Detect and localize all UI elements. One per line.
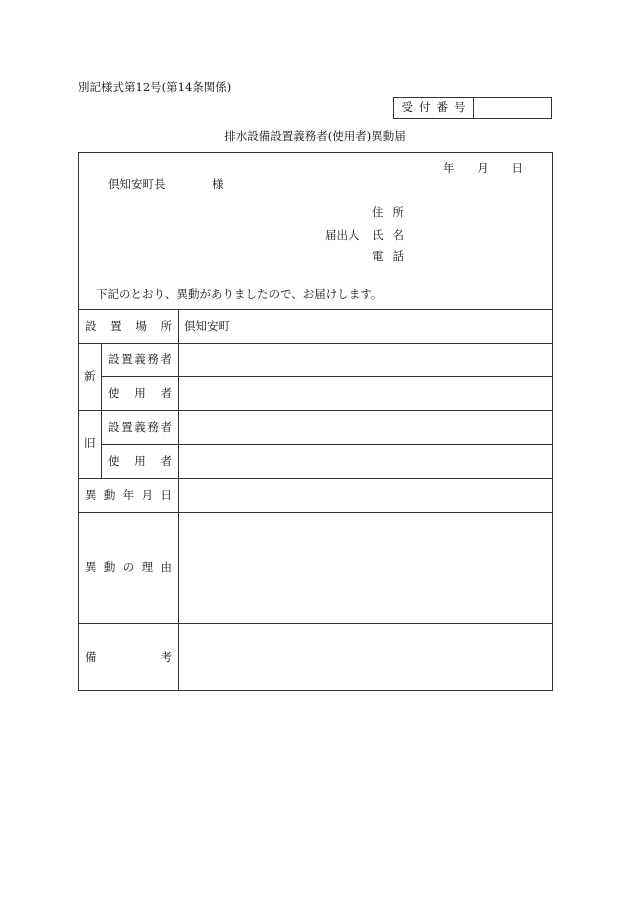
new-obligor-field[interactable] bbox=[181, 345, 550, 374]
new-label: 新 bbox=[84, 369, 96, 383]
column-divider bbox=[101, 343, 102, 478]
receipt-number-label: 受付番号 bbox=[394, 98, 474, 118]
receipt-number-box bbox=[393, 97, 552, 119]
divider bbox=[101, 444, 553, 445]
address-label: 住所 bbox=[372, 205, 413, 219]
divider bbox=[78, 410, 553, 411]
addressee-honorific: 様 bbox=[212, 177, 224, 191]
reason-field[interactable] bbox=[181, 515, 550, 621]
new-user-label: 使用者 bbox=[108, 386, 172, 400]
old-obligor-label: 設置義務者 bbox=[108, 420, 172, 434]
year-label: 年 bbox=[443, 161, 455, 175]
new-obligor-label: 設置義務者 bbox=[108, 352, 172, 366]
remarks-label: 備考 bbox=[85, 650, 172, 664]
divider bbox=[78, 478, 553, 479]
old-label: 旧 bbox=[84, 436, 96, 450]
statement: 下記のとおり、異動がありましたので、お届けします。 bbox=[96, 287, 383, 301]
divider bbox=[78, 343, 553, 344]
address-field[interactable] bbox=[418, 202, 543, 222]
new-user-field[interactable] bbox=[181, 379, 550, 408]
addressee-name: 倶知安町長 bbox=[108, 177, 166, 191]
divider bbox=[78, 623, 553, 624]
remarks-field[interactable] bbox=[181, 626, 550, 688]
location-field[interactable] bbox=[240, 312, 550, 340]
column-divider bbox=[178, 309, 179, 691]
divider bbox=[101, 376, 553, 377]
month-label: 月 bbox=[477, 161, 489, 175]
old-user-field[interactable] bbox=[181, 447, 550, 476]
divider bbox=[78, 512, 553, 513]
phone-field[interactable] bbox=[418, 246, 543, 266]
location-value: 倶知安町 bbox=[184, 319, 230, 333]
receipt-number-field[interactable] bbox=[474, 98, 551, 118]
location-label: 設置場所 bbox=[85, 319, 172, 333]
day-label: 日 bbox=[511, 161, 523, 175]
reason-label: 異動の理由 bbox=[85, 560, 172, 574]
change-date-label: 異動年月日 bbox=[85, 488, 172, 502]
name-field[interactable] bbox=[418, 225, 543, 245]
notifier-label: 届出人 bbox=[325, 228, 360, 242]
old-obligor-field[interactable] bbox=[181, 413, 550, 442]
date-line bbox=[443, 163, 523, 175]
change-date-field[interactable] bbox=[181, 481, 550, 510]
phone-label: 電話 bbox=[372, 249, 413, 263]
old-user-label: 使用者 bbox=[108, 454, 172, 468]
name-label: 氏名 bbox=[372, 228, 413, 242]
divider bbox=[78, 309, 553, 310]
document-title: 排水設備設置義務者(使用者)異動届 bbox=[224, 129, 406, 143]
form-reference: 別記様式第12号(第14条関係) bbox=[78, 80, 232, 94]
